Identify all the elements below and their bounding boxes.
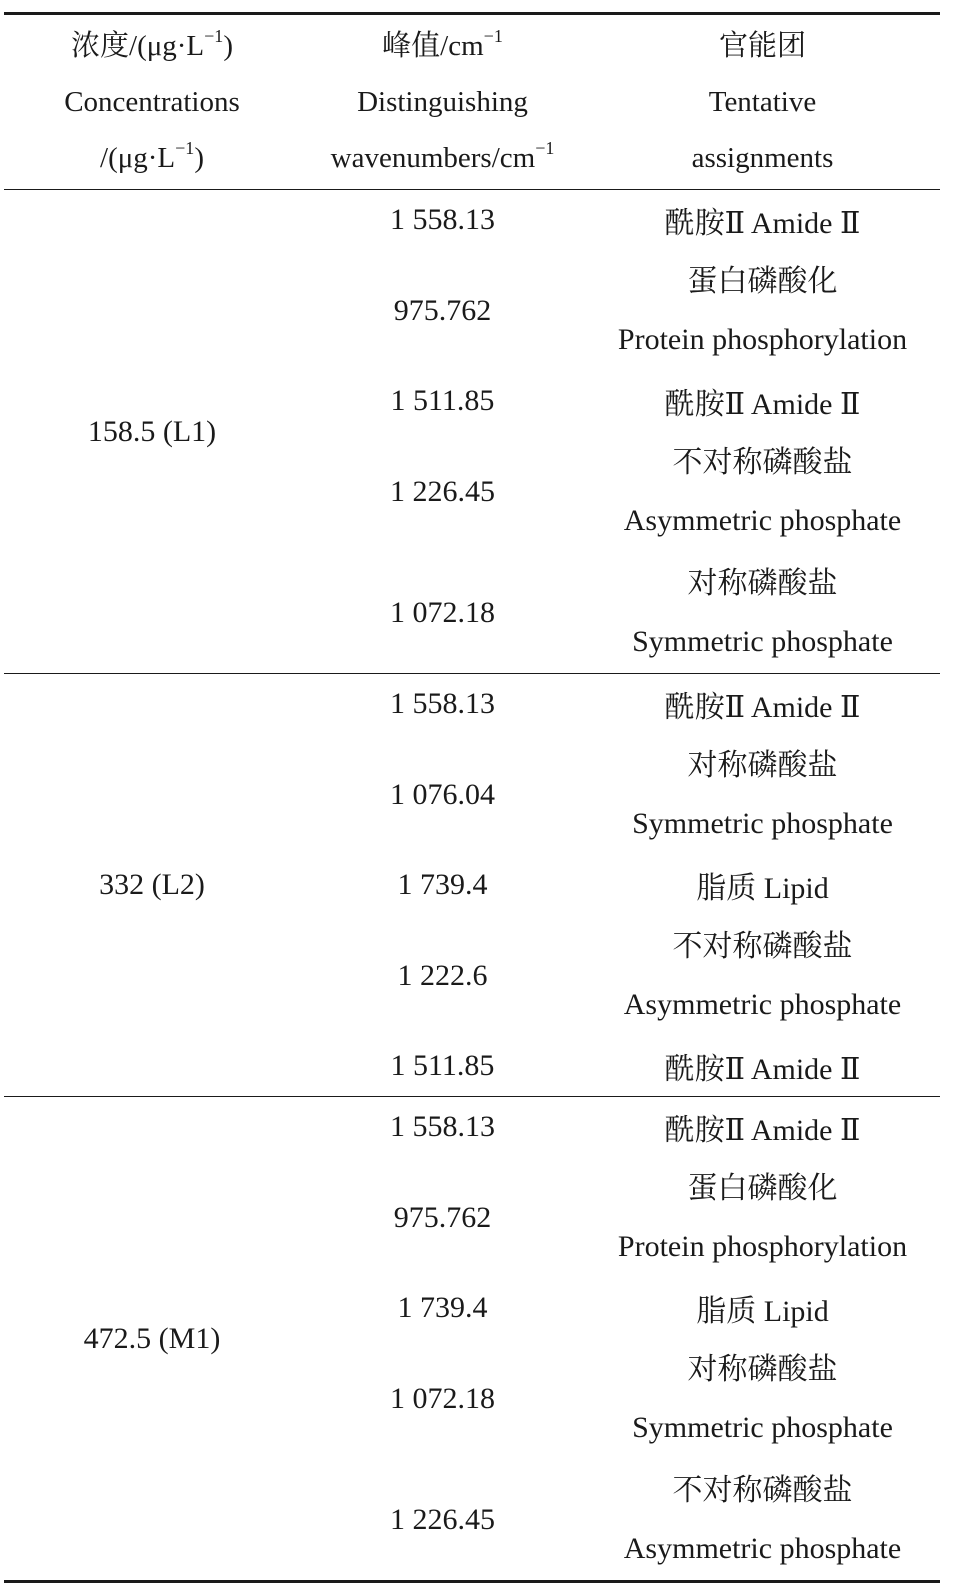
wavenumber-cell: 1 072.18 bbox=[390, 1381, 495, 1415]
table-row bbox=[300, 1157, 940, 1278]
table-header bbox=[4, 15, 940, 189]
table-row bbox=[300, 1338, 940, 1459]
assignment-cell bbox=[585, 1338, 940, 1459]
group-rows bbox=[300, 674, 940, 1096]
header-assignment bbox=[585, 15, 940, 189]
assignment-en: Protein phosphorylation bbox=[617, 1229, 908, 1263]
header-concentration-en: Concentrations bbox=[64, 86, 240, 118]
table-row bbox=[300, 1459, 940, 1580]
assignment-cell bbox=[585, 190, 940, 250]
assignment-cn: 脂质 Lipid bbox=[696, 1295, 829, 1328]
assignment-cn: 脂质 Lipid bbox=[696, 872, 829, 905]
wavenumber-cell: 975.762 bbox=[393, 293, 492, 327]
table-row bbox=[300, 674, 940, 734]
data-table bbox=[4, 12, 940, 1583]
table-row bbox=[300, 1036, 940, 1096]
assignment-cell bbox=[585, 734, 940, 855]
concentration-cell: 332 (L2) bbox=[99, 868, 205, 901]
wavenumber-cell: 1 226.45 bbox=[390, 1502, 495, 1536]
concentration-cell: 472.5 (M1) bbox=[83, 1321, 221, 1355]
assignment-cell bbox=[585, 1036, 940, 1096]
assignment-en: Asymmetric phosphate bbox=[623, 987, 902, 1021]
assignment-cn: 对称磷酸盐 bbox=[687, 1352, 838, 1386]
wavenumber-cell: 1 739.4 bbox=[397, 1291, 488, 1324]
header-wavenumber-en: Distinguishing bbox=[357, 86, 528, 118]
concentration-group bbox=[4, 1097, 940, 1580]
concentration-cell: 158.5 (L1) bbox=[87, 414, 217, 448]
table-body bbox=[4, 190, 940, 1580]
table-row bbox=[300, 552, 940, 673]
assignment-cn: 不对称磷酸盐 bbox=[672, 929, 853, 963]
assignment-cn: 不对称磷酸盐 bbox=[672, 1473, 853, 1507]
wavenumber-cell: 1 558.13 bbox=[390, 1110, 495, 1143]
assignment-cell bbox=[585, 915, 940, 1036]
assignment-cn: 酰胺Ⅱ Amide Ⅱ bbox=[664, 207, 861, 240]
assignment-cn: 酰胺Ⅱ Amide Ⅱ bbox=[664, 1114, 861, 1147]
table-row bbox=[300, 734, 940, 855]
wavenumber-cell: 1 076.04 bbox=[390, 777, 495, 811]
assignment-cell bbox=[585, 431, 940, 552]
group-rows bbox=[300, 1097, 940, 1580]
header-concentration-unit: $/(\mu g\cdot L^{-1})$ bbox=[100, 138, 204, 174]
table-row bbox=[300, 190, 940, 250]
table-row bbox=[300, 1278, 940, 1338]
assignment-cn: 蛋白磷酸化 bbox=[687, 1171, 838, 1205]
table-row bbox=[300, 250, 940, 371]
assignment-cell bbox=[585, 250, 940, 371]
assignment-en: Asymmetric phosphate bbox=[623, 1531, 902, 1565]
header-wavenumber-cn: 峰值$/cm^{-1}$ bbox=[382, 26, 503, 62]
assignment-cn: 不对称磷酸盐 bbox=[672, 445, 853, 479]
assignment-cn: 酰胺Ⅱ Amide Ⅱ bbox=[664, 388, 861, 421]
header-assignment-en2: assignments bbox=[691, 142, 834, 174]
assignment-cn: 蛋白磷酸化 bbox=[687, 264, 838, 298]
header-concentration-cn: 浓度$/(\mu g\cdot L^{-1})$ bbox=[71, 26, 233, 62]
header-concentration bbox=[4, 15, 300, 189]
table-row bbox=[300, 915, 940, 1036]
wavenumber-cell: 1 511.85 bbox=[390, 384, 495, 417]
assignment-cell bbox=[585, 1157, 940, 1278]
assignment-cn: 对称磷酸盐 bbox=[687, 748, 838, 782]
assignment-cell bbox=[585, 552, 940, 673]
assignment-cn: 对称磷酸盐 bbox=[687, 566, 838, 600]
wavenumber-cell: 1 226.45 bbox=[390, 474, 495, 508]
assignment-cell bbox=[585, 1097, 940, 1157]
header-wavenumber-unit: wavenumbers/$cm^{-1}$ bbox=[330, 138, 555, 174]
concentration-group bbox=[4, 674, 940, 1096]
assignment-cn: 酰胺Ⅱ Amide Ⅱ bbox=[664, 1053, 861, 1086]
assignment-cell bbox=[585, 674, 940, 734]
wavenumber-cell: 1 222.6 bbox=[397, 958, 488, 992]
wavenumber-cell: 1 072.18 bbox=[390, 595, 495, 629]
bottom-rule bbox=[4, 1580, 940, 1583]
table-row bbox=[300, 371, 940, 431]
assignment-cell bbox=[585, 371, 940, 431]
assignment-cell bbox=[585, 1459, 940, 1580]
wavenumber-cell: 1 739.4 bbox=[397, 868, 488, 901]
assignment-en: Asymmetric phosphate bbox=[623, 503, 902, 537]
assignment-cn: 酰胺Ⅱ Amide Ⅱ bbox=[664, 691, 861, 724]
assignment-en: Symmetric phosphate bbox=[632, 624, 893, 658]
assignment-cell bbox=[585, 1278, 940, 1338]
wavenumber-cell: 1 558.13 bbox=[390, 203, 495, 236]
header-wavenumber bbox=[300, 15, 585, 189]
table-row bbox=[300, 855, 940, 915]
header-assignment-en1: Tentative bbox=[708, 86, 817, 118]
table-row bbox=[300, 1097, 940, 1157]
assignment-cell bbox=[585, 855, 940, 915]
concentration-group bbox=[4, 190, 940, 673]
wavenumber-cell: 975.762 bbox=[393, 1200, 492, 1234]
table-row bbox=[300, 431, 940, 552]
assignment-en: Protein phosphorylation bbox=[617, 322, 908, 356]
assignment-en: Symmetric phosphate bbox=[632, 1410, 893, 1444]
wavenumber-cell: 1 558.13 bbox=[390, 687, 495, 720]
group-rows bbox=[300, 190, 940, 673]
wavenumber-cell: 1 511.85 bbox=[390, 1049, 495, 1082]
header-assignment-cn: 官能团 bbox=[718, 30, 806, 62]
assignment-en: Symmetric phosphate bbox=[632, 806, 893, 840]
